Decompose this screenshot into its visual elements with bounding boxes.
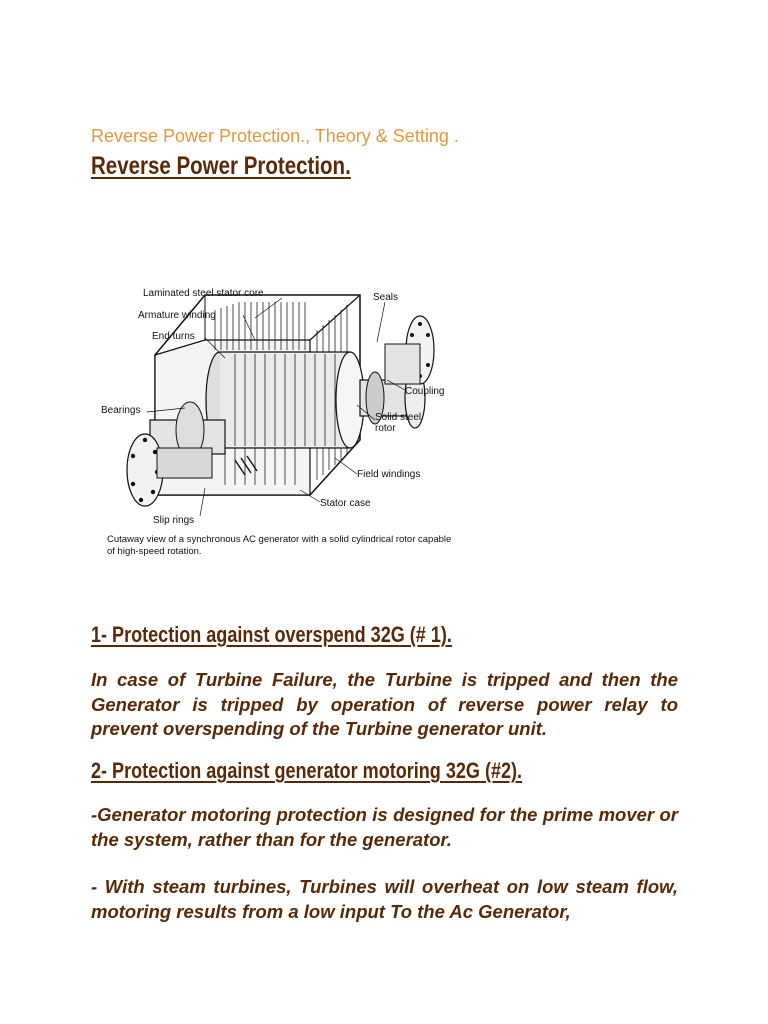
section-2-paragraph-2: - With steam turbines, Turbines will overheat on low steam flow, motoring results from a low input To the Ac Generator, <box>91 876 678 922</box>
label-slip-rings: Slip rings <box>153 515 195 526</box>
label-stator-core: Laminated steel stator core <box>143 288 264 299</box>
label-armature-winding: Armature winding <box>138 310 216 321</box>
label-field-windings: Field windings <box>357 469 421 480</box>
label-end-turns: End turns <box>152 331 195 342</box>
document-subtitle: Reverse Power Protection., Theory & Setting . <box>91 126 459 146</box>
label-stator-case: Stator case <box>320 498 371 509</box>
label-rotor: Solid steel rotor <box>375 412 422 434</box>
label-bearings: Bearings <box>101 405 141 416</box>
label-seals: Seals <box>373 292 399 303</box>
label-coupling: Coupling <box>405 386 445 397</box>
figure-caption: Cutaway view of a synchronous AC generator with a solid cylindrical rotor capable of high-speed rotation. <box>107 534 452 557</box>
section-1-heading: 1- Protection against overspend 32G (# 1). <box>91 622 452 647</box>
section-2-paragraph-1: -Generator motoring protection is designed for the prime mover or the system, rather than for the generator. <box>91 804 678 850</box>
generator-figure <box>95 280 455 565</box>
main-heading: Reverse Power Protection. <box>91 152 351 180</box>
section-2-heading: 2- Protection against generator motoring 32G (#2). <box>91 758 523 783</box>
section-1-paragraph: In case of Turbine Failure, the Turbine is tripped and then the Generator is tripped by operation of reverse power relay to prevent overspending of the Turbine generator unit. <box>91 669 678 739</box>
